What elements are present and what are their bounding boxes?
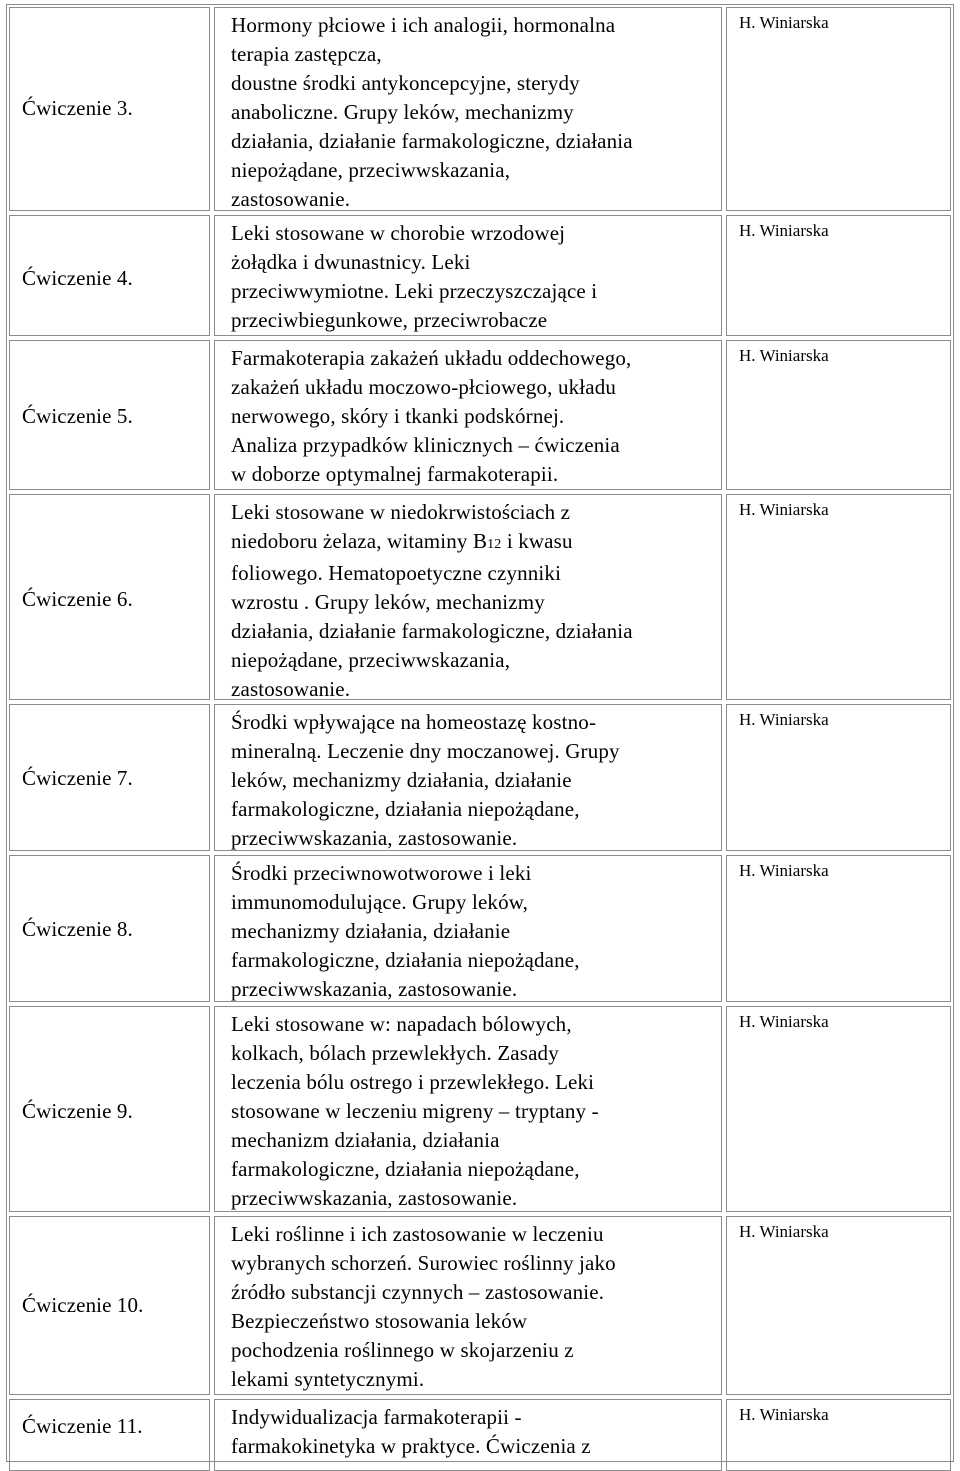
exercise-description [215, 216, 721, 335]
table-row [7, 853, 953, 1004]
exercise-description-cell [214, 1216, 722, 1395]
instructor-name: H. Winiarska [739, 1405, 829, 1424]
instructor-cell [726, 215, 951, 336]
description-line: Bezpieczeństwo stosowania leków [231, 1309, 528, 1333]
table-row [7, 492, 953, 702]
exercise-description-cell [214, 494, 722, 700]
description-line: pochodzenia roślinnego w skojarzeniu z [231, 1338, 574, 1362]
exercise-number: Ćwiczenie 5. [22, 404, 133, 428]
exercise-number-cell [9, 1399, 210, 1471]
exercise-description-cell [214, 7, 722, 211]
exercise-description-cell [214, 1006, 722, 1212]
description-line: zakażeń układu moczowo-płciowego, układu [231, 375, 617, 399]
exercise-number-cell [9, 494, 210, 700]
description-line: anaboliczne. Grupy leków, mechanizmy [231, 100, 574, 124]
exercise-description [215, 1217, 721, 1394]
description-line: przeciwwskazania, zastosowanie. [231, 1186, 518, 1210]
description-line-part: niedoboru żelaza, witaminy B [231, 529, 488, 553]
description-line: w doborze optymalnej farmakoterapii. [231, 462, 559, 486]
instructor-name: H. Winiarska [739, 221, 829, 240]
description-line: przeciwwymiotne. Leki przeczyszczające i [231, 279, 598, 303]
description-line: doustne środki antykoncepcyjne, sterydy [231, 71, 580, 95]
exercise-description [215, 495, 721, 700]
description-line: Środki przeciwnowotworowe i leki [231, 861, 532, 885]
schedule-table [6, 4, 954, 1462]
instructor-name: H. Winiarska [739, 1222, 829, 1241]
description-line: Leki stosowane w niedokrwistościach z [231, 500, 571, 524]
exercise-description-cell [214, 215, 722, 336]
description-line: mechanizm działania, działania [231, 1128, 500, 1152]
exercise-number-cell [9, 7, 210, 211]
description-line: farmakologiczne, działania niepożądane, [231, 948, 580, 972]
vitamin-subscript: 12 [487, 537, 502, 552]
instructor-name: H. Winiarska [739, 500, 829, 519]
table-row [7, 338, 953, 492]
instructor-cell [726, 1399, 951, 1471]
exercise-number-cell [9, 340, 210, 490]
description-line: farmakologiczne, działania niepożądane, [231, 1157, 580, 1181]
description-line: wzrostu . Grupy leków, mechanizmy [231, 590, 545, 614]
description-line: wybranych schorzeń. Surowiec roślinny jako [231, 1251, 616, 1275]
instructor-cell [726, 494, 951, 700]
table-row [7, 702, 953, 853]
exercise-number: Ćwiczenie 8. [22, 917, 133, 941]
exercise-number: Ćwiczenie 10. [22, 1293, 144, 1317]
exercise-number: Ćwiczenie 11. [22, 1414, 143, 1438]
description-line [231, 527, 715, 559]
instructor-name: H. Winiarska [739, 710, 829, 729]
description-line: niepożądane, przeciwwskazania, [231, 648, 511, 672]
description-line: działania, działanie farmakologiczne, działania [231, 619, 633, 643]
description-line: farmakologiczne, działania niepożądane, [231, 797, 580, 821]
description-line: przeciwbiegunkowe, przeciwrobacze [231, 308, 548, 332]
description-line: przeciwwskazania, zastosowanie. [231, 977, 518, 1001]
exercise-number: Ćwiczenie 7. [22, 766, 133, 790]
instructor-name: H. Winiarska [739, 346, 829, 365]
instructor-cell [726, 340, 951, 490]
description-line: zastosowanie. [231, 187, 351, 211]
table-row [7, 5, 953, 213]
instructor-cell [726, 7, 951, 211]
exercise-number-cell [9, 1006, 210, 1212]
description-line: Analiza przypadków klinicznych – ćwiczenia [231, 433, 620, 457]
exercise-number: Ćwiczenie 4. [22, 266, 133, 290]
description-line: kolkach, bólach przewlekłych. Zasady [231, 1041, 559, 1065]
exercise-description-cell [214, 340, 722, 490]
exercise-description [215, 8, 721, 211]
description-line: leków, mechanizmy działania, działanie [231, 768, 572, 792]
exercise-number-cell [9, 1216, 210, 1395]
instructor-name: H. Winiarska [739, 1012, 829, 1031]
description-line: lekami syntetycznymi. [231, 1367, 425, 1391]
description-line: działania, działanie farmakologiczne, działania [231, 129, 633, 153]
exercise-description [215, 705, 721, 851]
instructor-cell [726, 704, 951, 851]
exercise-number: Ćwiczenie 6. [22, 587, 133, 611]
description-line: terapia zastępcza, [231, 42, 382, 66]
description-line: Leki roślinne i ich zastosowanie w leczeniu [231, 1222, 604, 1246]
exercise-description [215, 856, 721, 1002]
description-line: źródło substancji czynnych – zastosowanie. [231, 1280, 605, 1304]
table-row [7, 213, 953, 338]
description-line: mechanizmy działania, działanie [231, 919, 511, 943]
exercise-description [215, 1400, 721, 1461]
description-line: Środki wpływające na homeostazę kostno- [231, 710, 597, 734]
exercise-number-cell [9, 215, 210, 336]
description-line: Indywidualizacja farmakoterapii - [231, 1405, 522, 1429]
description-line: mineralną. Leczenie dny moczanowej. Grupy [231, 739, 620, 763]
description-line: Leki stosowane w chorobie wrzodowej [231, 221, 566, 245]
exercise-number: Ćwiczenie 3. [22, 96, 133, 120]
table-row [7, 1397, 953, 1469]
description-line: stosowane w leczeniu migreny – tryptany - [231, 1099, 599, 1123]
exercise-number-cell [9, 855, 210, 1002]
instructor-cell [726, 1006, 951, 1212]
exercise-description [215, 1007, 721, 1212]
description-line-part: i kwasu [501, 529, 573, 553]
description-line: farmakokinetyka w praktyce. Ćwiczenia z [231, 1434, 591, 1458]
instructor-cell [726, 1216, 951, 1395]
description-line: nerwowego, skóry i tkanki podskórnej. [231, 404, 565, 428]
description-line: Farmakoterapia zakażeń układu oddechowego, [231, 346, 632, 370]
exercise-description-cell [214, 704, 722, 851]
exercise-number: Ćwiczenie 9. [22, 1099, 133, 1123]
description-line: Leki stosowane w: napadach bólowych, [231, 1012, 572, 1036]
description-line: przeciwwskazania, zastosowanie. [231, 826, 518, 850]
description-line: foliowego. Hematopoetyczne czynniki [231, 561, 562, 585]
description-line: żołądka i dwunastnicy. Leki [231, 250, 471, 274]
description-line: niepożądane, przeciwwskazania, [231, 158, 511, 182]
exercise-description [215, 341, 721, 489]
exercise-description-cell [214, 1399, 722, 1471]
instructor-cell [726, 855, 951, 1002]
exercise-description-cell [214, 855, 722, 1002]
exercise-number-cell [9, 704, 210, 851]
description-line: immunomodulujące. Grupy leków, [231, 890, 529, 914]
table-row [7, 1214, 953, 1397]
table-row [7, 1004, 953, 1214]
description-line: Hormony płciowe i ich analogii, hormonalna [231, 13, 616, 37]
description-line: zastosowanie. [231, 677, 351, 700]
instructor-name: H. Winiarska [739, 861, 829, 880]
instructor-name: H. Winiarska [739, 13, 829, 32]
description-line: leczenia bólu ostrego i przewlekłego. Leki [231, 1070, 595, 1094]
